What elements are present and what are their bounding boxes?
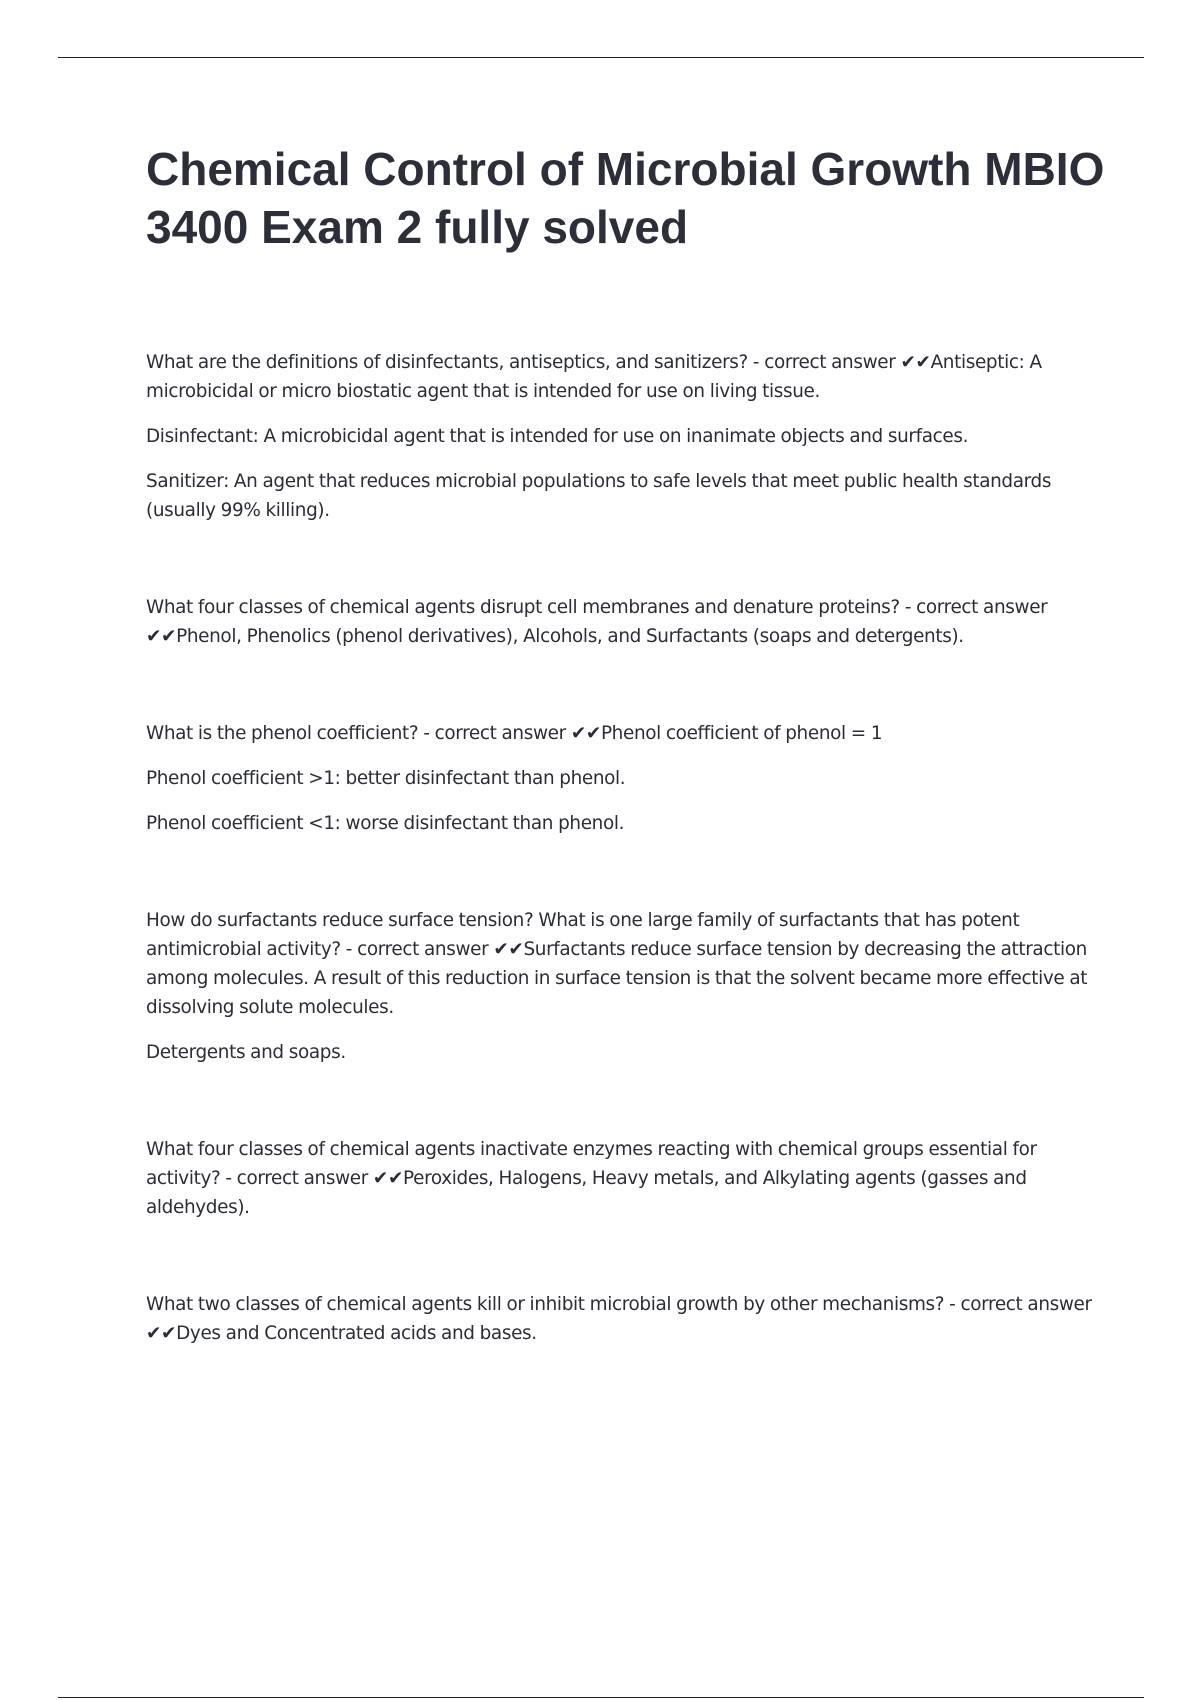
question-answer: What four classes of chemical agents inactivate enzymes reacting with chemical groups essential for activity? - correct answer ✔✔Peroxides, Halogens, Heavy metals, and Alkylating agents (gasses and aldehydes). bbox=[146, 1139, 1037, 1218]
document-title: Chemical Control of Microbial Growth MBIO 3400 Exam 2 fully solved bbox=[146, 143, 1105, 253]
answer-paragraph: Disinfectant: A microbicidal agent that is intended for use on inanimate objects and surfaces. bbox=[146, 426, 969, 447]
answer-paragraph: Detergents and soaps. bbox=[146, 1042, 346, 1063]
qa-block-surfactants bbox=[146, 906, 1106, 1067]
qa-block-enzyme-inactivators bbox=[146, 1135, 1106, 1222]
document-page bbox=[146, 140, 1106, 1416]
answer-paragraph: Sanitizer: An agent that reduces microbial populations to safe levels that meet public health standards (usually 99% killing). bbox=[146, 471, 1052, 521]
question-answer: What are the definitions of disinfectants, antiseptics, and sanitizers? - correct answer ✔✔Antiseptic: A microbicidal or micro biostatic agent that is intended for use on living tissue. bbox=[146, 352, 1042, 402]
question-answer: How do surfactants reduce surface tension? What is one large family of surfactants that has potent antimicrobial activity? - correct answer ✔✔Surfactants reduce surface tension by decreasing the attraction among molecules. A result of this reduction in surface tension is that the solvent became more effective at dissolving solute molecules. bbox=[146, 910, 1088, 1018]
question-answer: What is the phenol coefficient? - correct answer ✔✔Phenol coefficient of phenol = 1 bbox=[146, 723, 883, 744]
answer-paragraph: Phenol coefficient >1: better disinfectant than phenol. bbox=[146, 768, 626, 789]
qa-block-other-mechanisms bbox=[146, 1290, 1106, 1348]
top-rule bbox=[58, 57, 1144, 58]
qa-block-membrane-disruptors bbox=[146, 593, 1106, 651]
qa-block-phenol-coefficient bbox=[146, 719, 1106, 838]
bottom-rule bbox=[58, 1697, 1144, 1698]
answer-paragraph: Phenol coefficient <1: worse disinfectant than phenol. bbox=[146, 813, 625, 834]
qa-block-definitions bbox=[146, 348, 1106, 525]
question-answer: What four classes of chemical agents disrupt cell membranes and denature proteins? - correct answer ✔✔Phenol, Phenolics (phenol derivatives), Alcohols, and Surfactants (soaps and detergents). bbox=[146, 597, 1048, 647]
question-answer: What two classes of chemical agents kill or inhibit microbial growth by other mechanisms? - correct answer ✔✔Dyes and Concentrated acids and bases. bbox=[146, 1294, 1092, 1344]
